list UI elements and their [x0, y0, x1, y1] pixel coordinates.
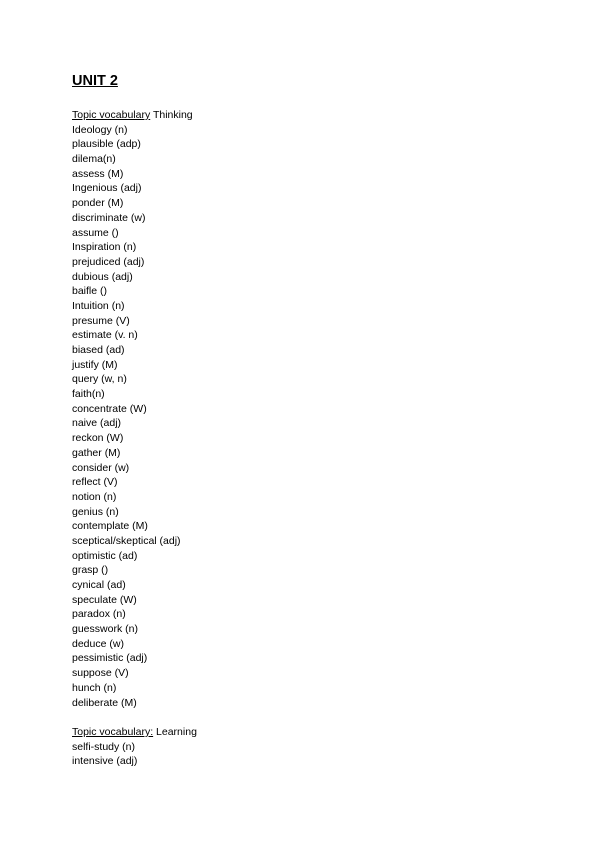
- vocabulary-item: reckon (W): [72, 432, 124, 445]
- vocabulary-item: sceptical/skeptical (adj): [72, 534, 181, 547]
- vocabulary-item: Ideology (n): [72, 123, 128, 136]
- section-thinking: [72, 108, 532, 710]
- vocabulary-item: paradox (n): [72, 608, 126, 621]
- unit-title: UNIT 2: [72, 73, 118, 89]
- vocabulary-item: query (w, n): [72, 373, 127, 386]
- section-heading-topic: Learning: [153, 725, 197, 738]
- vocabulary-item: concentrate (W): [72, 402, 147, 415]
- vocabulary-item: Inspiration (n): [72, 241, 137, 254]
- section-learning: [72, 725, 532, 769]
- vocabulary-item: hunch (n): [72, 681, 117, 694]
- vocabulary-item: Ingenious (adj): [72, 182, 142, 195]
- vocabulary-item: presume (V): [72, 314, 130, 327]
- document-page: [72, 72, 532, 769]
- vocabulary-item: assume (): [72, 226, 119, 239]
- vocabulary-list: [72, 123, 532, 711]
- vocabulary-item: dilema(n): [72, 153, 116, 166]
- section-heading: [72, 725, 532, 740]
- vocabulary-item: dubious (adj): [72, 270, 133, 283]
- section-heading-label: Topic vocabulary: [72, 109, 151, 121]
- vocabulary-item: notion (n): [72, 490, 117, 503]
- vocabulary-item: reflect (V): [72, 476, 118, 489]
- vocabulary-item: cynical (ad): [72, 579, 126, 592]
- vocabulary-item: prejudiced (adj): [72, 255, 145, 268]
- vocabulary-item: baifle (): [72, 285, 108, 298]
- vocabulary-item: assess (M): [72, 167, 124, 180]
- vocabulary-item: deduce (w): [72, 637, 124, 650]
- vocabulary-item: deliberate (M): [72, 696, 137, 709]
- vocabulary-item: selfi-study (n): [72, 740, 136, 753]
- vocabulary-item: speculate (W): [72, 593, 137, 606]
- vocabulary-item: justify (M): [72, 358, 118, 371]
- vocabulary-item: consider (w): [72, 461, 130, 474]
- vocabulary-item: discriminate (w): [72, 211, 146, 224]
- vocabulary-item: genius (n): [72, 505, 119, 518]
- vocabulary-item: plausible (adp): [72, 138, 141, 151]
- vocabulary-item: pessimistic (adj): [72, 652, 148, 665]
- vocabulary-item: grasp (): [72, 564, 109, 577]
- vocabulary-item: contemplate (M): [72, 520, 148, 533]
- vocabulary-item: optimistic (ad): [72, 549, 138, 562]
- vocabulary-item: gather (M): [72, 446, 121, 459]
- vocabulary-item: guesswork (n): [72, 623, 138, 636]
- vocabulary-item: estimate (v. n): [72, 329, 138, 342]
- section-heading-label: Topic vocabulary:: [72, 725, 154, 738]
- vocabulary-item: naive (adj): [72, 417, 122, 430]
- section-heading: [72, 108, 532, 123]
- vocabulary-item: suppose (V): [72, 667, 129, 680]
- section-heading-topic: Thinking: [150, 109, 193, 121]
- vocabulary-item: ponder (M): [72, 197, 124, 210]
- vocabulary-item: intensive (adj): [72, 755, 138, 768]
- vocabulary-item: faith(n): [72, 388, 105, 401]
- vocabulary-list: [72, 740, 532, 769]
- vocabulary-item: Intuition (n): [72, 299, 125, 312]
- vocabulary-item: biased (ad): [72, 344, 125, 357]
